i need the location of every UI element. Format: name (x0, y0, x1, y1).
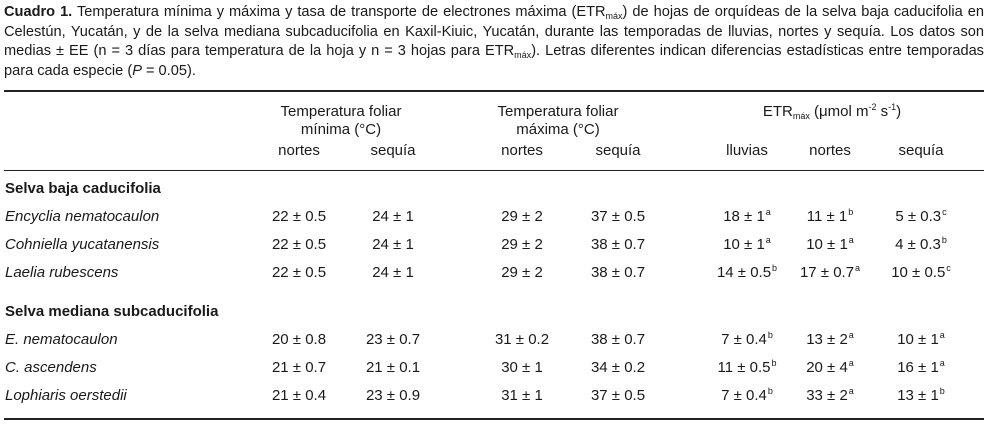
table-cell: 22 ± 0.5 (271, 236, 327, 253)
table-cell: 23 ± 0.9 (365, 387, 421, 404)
table-cell: 24 ± 1 (372, 264, 414, 281)
table-cell: 31 ± 1 (501, 387, 543, 404)
header-rule (4, 170, 984, 171)
header-temp-min (281, 103, 402, 139)
etr-value: 10 ± 1 (723, 236, 765, 253)
significance-letter: c (946, 263, 951, 273)
table-cell-etr (721, 331, 773, 349)
etr-value: 13 ± 2 (806, 331, 848, 348)
significance-letter: a (848, 386, 854, 396)
significance-letter: a (848, 330, 854, 340)
table-cell-etr (800, 264, 860, 282)
header-etr (763, 103, 901, 121)
table-cell-etr (895, 236, 947, 254)
caption-sub-2: máx (514, 50, 532, 60)
table-cell-etr (895, 208, 946, 226)
table-cell: 38 ± 0.7 (590, 264, 646, 281)
header-temp-max-line2: máxima (°C) (516, 121, 600, 138)
table-cell: 24 ± 1 (372, 208, 414, 225)
header-etr-unit-c: ) (896, 103, 902, 120)
header-etr-exp2: -1 (888, 102, 897, 112)
subheader-cell: sequía (595, 142, 641, 159)
significance-letter: b (939, 386, 945, 396)
table-cell: 29 ± 2 (501, 208, 543, 225)
table-cell-etr (806, 359, 854, 377)
table-cell: 21 ± 0.4 (271, 387, 327, 404)
header-etr-unit-b: s (876, 103, 889, 120)
caption-label: Cuadro 1. (4, 4, 73, 20)
table-cell-etr (806, 236, 854, 254)
species-name: E. nematocaulon (5, 331, 118, 348)
table-cell: 31 ± 0.2 (494, 331, 550, 348)
table-cell: 38 ± 0.7 (590, 236, 646, 253)
table-cell-etr (723, 236, 771, 254)
table-cell: 38 ± 0.7 (590, 331, 646, 348)
header-temp-min-line1: Temperatura foliar (280, 103, 402, 120)
table-cell: 37 ± 0.5 (590, 208, 646, 225)
significance-letter: b (767, 330, 773, 340)
significance-letter: a (939, 330, 945, 340)
significance-letter: b (848, 207, 854, 217)
etr-value: 11 ± 0.5 (717, 359, 771, 376)
section-title: Selva baja caducifolia (5, 180, 161, 197)
header-etr-unit-a: (μmol m (809, 103, 869, 120)
significance-letter: a (848, 358, 854, 368)
table-cell: 22 ± 0.5 (271, 208, 327, 225)
table-cell: 22 ± 0.5 (271, 264, 327, 281)
subheader-cell: nortes (809, 142, 851, 159)
table-cell-etr (721, 387, 773, 405)
header-temp-min-line2: mínima (°C) (300, 121, 382, 138)
subheader-cell: nortes (501, 142, 543, 159)
header-etr-main: ETR (762, 103, 793, 120)
table-cell: 23 ± 0.7 (365, 331, 421, 348)
caption-text-2: ) de hojas de orquídeas de la selva baja caducifolia en Celestún, Yucatán, y de la selva mediana subcaducifolia en Kaxil-Kiuic, Yucatán, durante las temporadas de lluvias, nortes y sequía. Los datos son medias ± EE (n = 3 días para temperatura de la hoja y n = 3 hojas para ETR (4, 4, 984, 59)
caption-sub-1: máx (605, 11, 623, 21)
subheader-cell: sequía (898, 142, 944, 159)
etr-value: 10 ± 1 (806, 236, 848, 253)
table-caption (4, 3, 984, 81)
species-name: Lophiaris oerstedii (5, 387, 127, 404)
bottom-rule (4, 418, 984, 420)
table-cell: 37 ± 0.5 (590, 387, 646, 404)
significance-letter: a (848, 235, 854, 245)
table-cell-etr (717, 264, 777, 282)
etr-value: 18 ± 1 (723, 208, 765, 225)
significance-letter: a (939, 358, 945, 368)
etr-value: 5 ± 0.3 (895, 208, 942, 225)
header-temp-max (498, 103, 619, 139)
significance-letter: c (942, 207, 947, 217)
table-cell-etr (897, 359, 945, 377)
etr-value: 4 ± 0.3 (895, 236, 941, 253)
species-name: Encyclia nematocaulon (5, 208, 160, 225)
etr-value: 13 ± 1 (897, 387, 939, 404)
table-cell: 34 ± 0.2 (590, 359, 646, 376)
section-title: Selva mediana subcaducifolia (5, 303, 219, 320)
caption-text-4: = 0.05). (141, 62, 196, 79)
table-cell-etr (806, 387, 854, 405)
table-cell-etr (807, 208, 854, 226)
table-cell-etr (723, 208, 771, 226)
header-etr-sub: máx (792, 111, 810, 121)
table-cell-etr (717, 359, 776, 377)
significance-letter: b (767, 386, 773, 396)
significance-letter: a (855, 263, 861, 273)
etr-value: 10 ± 1 (897, 331, 939, 348)
caption-text-1: Temperatura mínima y máxima y tasa de transporte de electrones máxima (ETR (72, 4, 606, 20)
etr-value: 10 ± 0.5 (891, 264, 946, 281)
etr-value: 7 ± 0.4 (721, 331, 767, 348)
species-name: Cohniella yucatanensis (5, 236, 160, 253)
header-etr-exp1: -2 (868, 102, 877, 112)
significance-letter: b (772, 263, 778, 273)
caption-p-variable: P (132, 62, 142, 79)
table-cell-etr (897, 331, 945, 349)
species-name: Laelia rubescens (5, 264, 119, 281)
table-cell: 20 ± 0.8 (271, 331, 327, 348)
etr-value: 16 ± 1 (897, 359, 939, 376)
species-name: C. ascendens (5, 359, 97, 376)
top-rule (4, 90, 984, 92)
table-cell-etr (897, 387, 945, 405)
header-temp-max-line1: Temperatura foliar (497, 103, 619, 120)
significance-letter: a (765, 207, 771, 217)
significance-letter: a (765, 235, 771, 245)
etr-value: 17 ± 0.7 (799, 264, 855, 281)
table-cell: 21 ± 0.7 (271, 359, 327, 376)
caption-text-3: ). Letras diferentes indican diferencias estadísticas entre temporadas para cada especie ( (4, 43, 984, 79)
subheader-cell: nortes (278, 142, 320, 159)
etr-value: 14 ± 0.5 (716, 264, 772, 281)
significance-letter: b (771, 358, 777, 368)
table-cell: 21 ± 0.1 (365, 359, 421, 376)
subheader-cell: sequía (370, 142, 416, 159)
table-cell: 24 ± 1 (372, 236, 414, 253)
table-cell: 29 ± 2 (501, 236, 543, 253)
etr-value: 20 ± 4 (806, 359, 848, 376)
table-cell-etr (806, 331, 854, 349)
table-cell: 29 ± 2 (501, 264, 543, 281)
etr-value: 7 ± 0.4 (721, 387, 767, 404)
etr-value: 11 ± 1 (806, 208, 848, 225)
subheader-cell: lluvias (726, 142, 768, 159)
etr-value: 33 ± 2 (806, 387, 848, 404)
table-cell-etr (891, 264, 951, 282)
significance-letter: b (941, 235, 947, 245)
table-cell: 30 ± 1 (501, 359, 543, 376)
